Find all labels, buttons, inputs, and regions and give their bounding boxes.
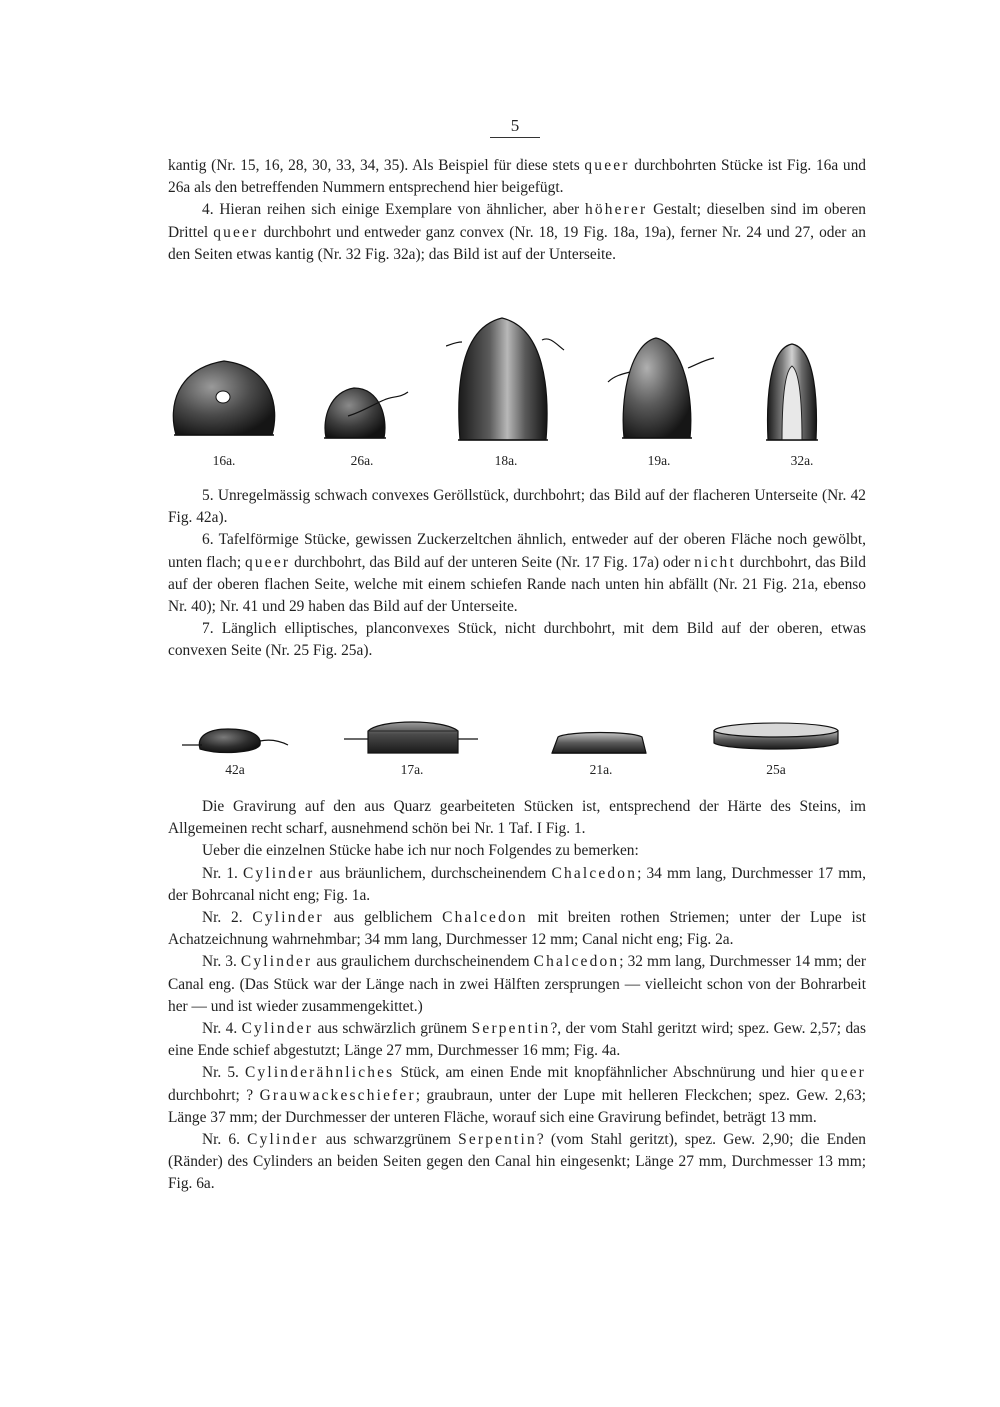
- spaced-text: Cylinder: [240, 953, 313, 971]
- bead-17a-icon: [344, 713, 480, 757]
- text-run: Nr. 4.: [202, 1020, 242, 1038]
- bead-21a-icon: [548, 723, 652, 757]
- text-run: 6. Tafelförmige Stücke, gewissen Zuckerzeltchen ähnlich, entweder auf der oberen Fläche noch gewölbt, unten flach;: [168, 531, 866, 571]
- paragraph: [168, 840, 866, 862]
- text-run: Nr. 2.: [202, 909, 253, 927]
- spaced-text: queer: [245, 553, 291, 571]
- spaced-text: Chalcedon: [533, 953, 620, 971]
- text-run: durchbohrt; ?: [168, 1086, 260, 1104]
- bead-32a-icon: [760, 336, 824, 446]
- text-run: 7. Länglich elliptisches, planconvexes Stück, nicht durchbohrt, mit dem Bild auf der oberen, etwas convexen Seite (Nr. 25 Fig. 25a).: [168, 620, 866, 660]
- spaced-text: Cylinder: [247, 1131, 319, 1149]
- text-run: aus schwärzlich grünem: [313, 1020, 472, 1038]
- text-run: aus schwarzgrünem: [318, 1131, 459, 1149]
- text-run: Nr. 1.: [202, 864, 243, 882]
- text-block-bottom: [168, 796, 866, 1196]
- text-run: 5. Unregelmässig schwach convexes Geröllstück, durchbohrt; das Bild auf der flacheren Unterseite (Nr. 42 Fig. 42a).: [168, 487, 866, 527]
- bead-19a-icon: [604, 328, 716, 444]
- spaced-text: Cylinder: [241, 1020, 314, 1038]
- text-run: durchbohrt und entweder ganz convex (Nr. 18, 19 Fig. 18a, 19a), ferner Nr. 24 und 27, oder an den Seiten etwas kantig (Nr. 32 Fig. 32a); das Bild ist auf der Unterseite.: [168, 223, 866, 263]
- text-run: ; 34 mm lang, Durchmesser 17 mm, der Bohrcanal nicht eng; Fig. 1a.: [168, 864, 866, 904]
- paragraph: [168, 907, 866, 951]
- text-run: Stück, am einen Ende mit knopfähnlicher Abschnürung und hier: [394, 1064, 821, 1082]
- paragraph: [168, 1062, 866, 1129]
- text-run: Die Gravirung auf den aus Quarz gearbeiteten Stücken ist, entsprechend der Härte des Steins, im Allgemeinen recht scharf, ausnehmend schön bei Nr. 1 Taf. I Fig. 1.: [168, 798, 866, 838]
- spaced-text: Cylinder: [252, 909, 324, 927]
- spaced-text: Grauwackeschiefer: [259, 1086, 416, 1104]
- spaced-text: Chalcedon: [442, 909, 528, 927]
- page-number: 5: [490, 116, 540, 138]
- text-block-top: [168, 155, 866, 266]
- text-run: Gestalt; dieselben sind im oberen Drittel: [168, 201, 866, 241]
- figure-caption-18a: 18a.: [494, 453, 518, 468]
- spaced-text: Chalcedon: [551, 864, 638, 882]
- bead-42a-icon: [180, 723, 290, 759]
- spaced-text: Cylinderähnliches: [244, 1064, 395, 1082]
- paragraph: [168, 796, 866, 840]
- spaced-text: Serpentin: [471, 1020, 551, 1038]
- figure-caption-26a: 26a.: [350, 453, 374, 468]
- spaced-text: queer: [584, 157, 630, 174]
- text-run: ? (vom Stahl geritzt), spez. Gew. 2,90; die Enden (Ränder) des Cylinders an beiden Seiten gegen den Canal hin eingesenkt; Länge 27 mm, Durchmesser 13 mm; Fig. 6a.: [168, 1131, 866, 1193]
- text-run: kantig (Nr. 15, 16, 28, 30, 33, 34, 35). Als Beispiel für diese stets: [168, 157, 585, 174]
- text-run: Ueber die einzelnen Stücke habe ich nur noch Folgendes zu bemerken:: [202, 842, 639, 860]
- paragraph: [168, 618, 866, 662]
- text-run: ?, der vom Stahl geritzt wird; spez. Gew. 2,57; das eine Ende schief abgestutzt; Länge 27 mm, Durchmesser 16 mm; Fig. 4a.: [168, 1020, 866, 1060]
- text-run: aus bräunlichem, durchscheinendem: [314, 864, 552, 882]
- paragraph: [168, 1018, 866, 1062]
- text-run: durchbohrt, das Bild auf der oberen flachen Seite, welche mit einem schiefen Rande nach unten hin abfällt (Nr. 21 Fig. 21a, ebenso Nr. 40); Nr. 41 und 29 haben das Bild auf der Unterseite.: [168, 553, 866, 616]
- spaced-text: queer: [820, 1064, 866, 1082]
- figure-row-2: [0, 705, 1000, 785]
- paragraph: [168, 485, 866, 529]
- figure-caption-32a: 32a.: [790, 453, 814, 468]
- text-run: Nr. 6.: [202, 1131, 248, 1149]
- text-run: 4. Hieran reihen sich einige Exemplare von ähnlicher, aber: [202, 201, 585, 219]
- bead-26a-icon: [318, 380, 410, 444]
- paragraph: [168, 529, 866, 618]
- figure-row-1: [0, 300, 1000, 475]
- text-run: aus graulichem durchscheinendem: [312, 953, 534, 971]
- text-run: Nr. 5.: [202, 1064, 245, 1082]
- text-block-middle: [168, 485, 866, 663]
- text-run: durchbohrten Stücke ist Fig. 16a und 26a als den betreffenden Nummern entsprechend hier beigefügt.: [168, 157, 866, 197]
- spaced-text: nicht: [694, 553, 736, 571]
- spaced-text: Serpentin: [458, 1131, 537, 1149]
- figure-caption-16a: 16a.: [212, 453, 236, 468]
- text-run: aus gelblichem: [323, 909, 443, 927]
- spaced-text: Cylinder: [242, 864, 315, 882]
- paragraph: [168, 199, 866, 266]
- figure-caption-42a: 42a: [225, 762, 245, 777]
- bead-25a-icon: [706, 717, 846, 757]
- paragraph: [168, 1129, 866, 1196]
- figure-caption-21a: 21a.: [589, 762, 613, 777]
- text-run: mit breiten rothen Striemen; unter der Lupe ist Achatzeichnung wahrnehmbar; 34 mm lang, Durchmesser 12 mm; Canal nicht eng; Fig. 2a.: [168, 909, 867, 949]
- text-run: ; graubraun, unter der Lupe mit helleren Fleckchen; spez. Gew. 2,63; Länge 37 mm; der Durchmesser der unteren Fläche, worauf sich eine Gravirung befindet, beträgt 13 mm.: [168, 1086, 866, 1126]
- bead-16a-icon: [168, 355, 280, 445]
- text-run: ; 32 mm lang, Durchmesser 14 mm; der Canal eng. (Das Stück war der Länge nach in zwei Hälften zersprungen — vielleicht schon von der Bohrarbeit her — und ist wieder zusammengekittet.): [168, 953, 866, 1015]
- text-run: Nr. 3.: [202, 953, 241, 971]
- paragraph: [168, 155, 866, 199]
- figure-caption-25a: 25a: [766, 762, 786, 777]
- figure-caption-19a: 19a.: [647, 453, 671, 468]
- figure-caption-17a: 17a.: [400, 762, 424, 777]
- bead-18a-icon: [446, 308, 566, 446]
- text-run: durchbohrt, das Bild auf der unteren Seite (Nr. 17 Fig. 17a) oder: [290, 553, 695, 571]
- spaced-text: queer: [213, 223, 259, 241]
- paragraph: [168, 951, 866, 1018]
- spaced-text: höherer: [584, 201, 648, 219]
- paragraph: [168, 863, 866, 907]
